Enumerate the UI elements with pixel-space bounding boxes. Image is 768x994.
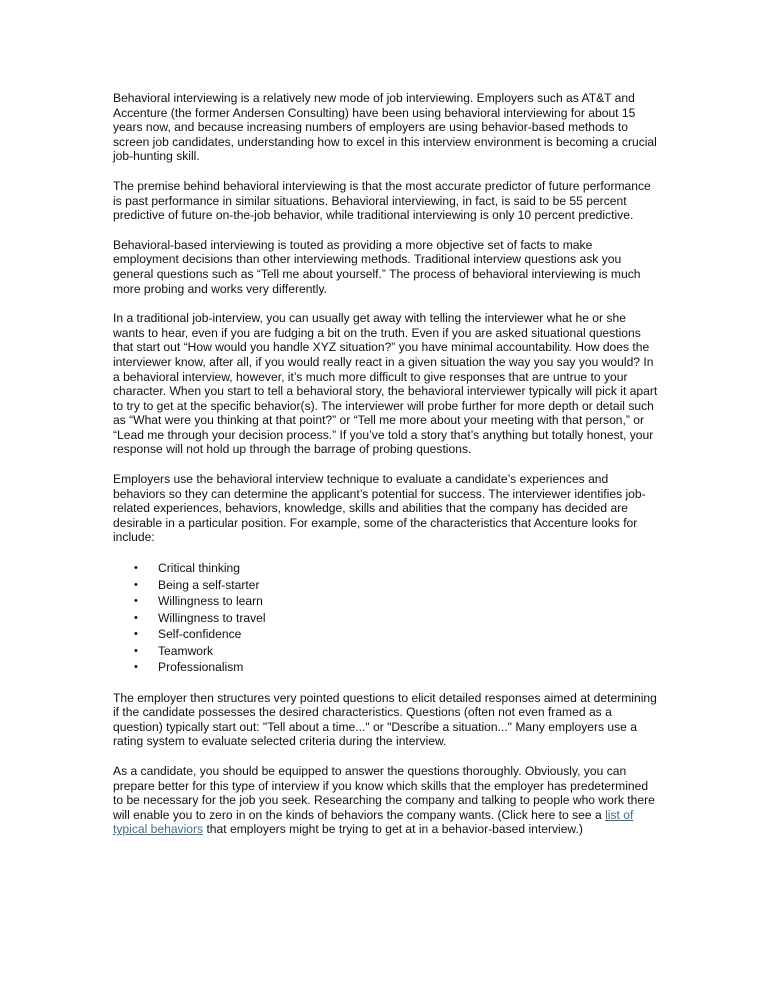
list-item (113, 626, 658, 643)
list-item (113, 643, 658, 660)
list-item-text: Willingness to travel (158, 610, 266, 625)
list-item-text: Willingness to learn (158, 594, 263, 609)
list-item-text: Self-confidence (158, 627, 242, 642)
paragraph-candidate-text-end: that employers might be trying to get at in a behavior-based interview.) (203, 822, 583, 837)
typical-behaviors-link[interactable]: list of typical behaviors (113, 807, 634, 837)
bullet-icon: • (134, 611, 138, 624)
document-page (113, 91, 658, 852)
paragraph-candidate (113, 764, 658, 837)
list-item-text: Critical thinking (158, 561, 240, 576)
list-item (113, 560, 658, 577)
list-item-text: Being a self-starter (158, 577, 260, 592)
list-item (113, 577, 658, 594)
paragraph-objective-facts: Behavioral-based interviewing is touted as providing a more objective set of facts to make employment decisions than other interviewing methods. Traditional interview questions ask you general questions such as “Tell me about yourself.” The process of behavioral interviewing is much more probing and works very differently. (113, 237, 641, 296)
bullet-icon: • (134, 562, 138, 575)
paragraph-intro: Behavioral interviewing is a relatively new mode of job interviewing. Employers such as AT&T and Accenture (the former Andersen Consulting) have been using behavioral interviewing for about 15 years now, and because increasing numbers of employers are using behavior-based methods to screen job candidates, understanding how to excel in this interview environment is becoming a crucial job-hunting skill. (113, 91, 657, 164)
paragraph-premise: The premise behind behavioral interviewing is that the most accurate predictor of future performance is past performance in similar situations. Behavioral interviewing, in fact, is said to be 55 percent predictive of future on-the-job behavior, while traditional interviewing is only 10 percent predictive. (113, 178, 651, 223)
bullet-icon: • (134, 644, 138, 657)
bullet-icon: • (134, 628, 138, 641)
bullet-icon: • (134, 578, 138, 591)
list-item (113, 610, 658, 627)
list-item-text: Teamwork (158, 643, 214, 658)
bullet-icon: • (134, 595, 138, 608)
paragraph-traditional-interview: In a traditional job-interview, you can usually get away with telling the interviewer what he or she wants to hear, even if you are fudging a bit on the truth. Even if you are asked situational questions that start out “How would you handle XYZ situation?” you have minimal accountability. How does the interviewer know, after all, if you would really react in a given situation the way you say you would? In a behavioral interview, however, it’s much more difficult to give responses that are untrue to your character. When you start to tell a behavioral story, the behavioral interviewer typically will pick it apart to try to get at the specific behavior(s). The interviewer will probe further for more depth or detail such as “What were you thinking at that point?” or “Tell me more about your meeting with that person,” or “Lead me through your decision process.” If you’ve told a story that’s anything but totally honest, your response will not hold up through the barrage of probing questions. (113, 311, 658, 457)
list-item-text: Professionalism (158, 660, 244, 675)
paragraph-employers-use: Employers use the behavioral interview technique to evaluate a candidate’s experiences and behaviors so they can determine the applicant’s potential for success. The interviewer identifies job-related experiences, behaviors, knowledge, skills and abilities that the company has decided are desirable in a particular position. For example, some of the characteristics that Accenture looks for include: (113, 472, 646, 545)
list-item (113, 659, 658, 676)
list-item (113, 593, 658, 610)
bullet-icon: • (134, 661, 138, 674)
paragraph-pointed-questions: The employer then structures very pointed questions to elicit detailed responses aimed at determining if the candidate possesses the desired characteristics. Questions (often not even framed as a question) typically start out: "Tell about a time..." or "Describe a situation..." Many employers use a rating system to evaluate selected criteria during the interview. (113, 690, 657, 749)
paragraph-candidate-text: As a candidate, you should be equipped to answer the questions thoroughly. Obviously, you can prepare better for this type of interview if you know which skills that the employer has predetermined to be necessary for the job you seek. Researching the company and talking to people who work there will enable you to zero in on the kinds of behaviors the company wants. (Click here to see a (113, 763, 655, 822)
characteristics-list (113, 560, 658, 676)
